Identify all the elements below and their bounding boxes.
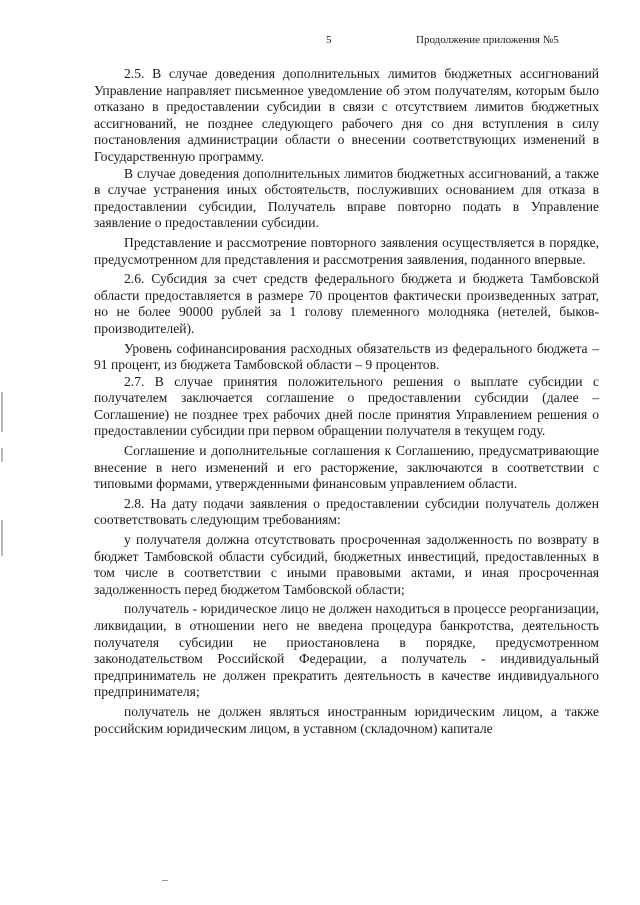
paragraph-repeat-application: Представление и рассмотрение повторного заявления осуществляется в порядке, предусмотренном для представления и рассмотрения заявления, поданного впервые. [94, 234, 599, 267]
requirement-not-foreign: получатель не должен являться иностранным юридическим лицом, а также российским юридическим лицом, в уставном (складочном) капитале [94, 703, 599, 736]
paragraph-2-6: 2.6. Субсидия за счет средств федерального бюджета и бюджета Тамбовской области предоставляется в размере 70 процентов фактически произведенных затрат, но не более 90000 рублей за 1 голову племенного молодняка (нетелей, быков-производителей). [94, 271, 599, 336]
appendix-continuation-label: Продолжение приложения №5 [416, 34, 559, 46]
page-number: 5 [326, 34, 332, 46]
paragraph-agreement-forms: Соглашение и дополнительные соглашения к Соглашению, предусматривающие внесение в него изменений и его расторжение, заключаются в соответствии с типовыми формами, утвержденными финансовым управлением области. [94, 443, 599, 492]
scan-speck [162, 880, 168, 881]
paragraph-2-5: 2.5. В случае доведения дополнительных лимитов бюджетных ассигнований Управление направляет письменное уведомление об этом получателям, которым было отказано в предоставлении субсидии в связи с отсутствием лимитов бюджетных ассигнований, не позднее следующего рабочего дня со дня вступления в силу постановления администрации области о внесении соответствующих изменений в Государственную программу. [94, 66, 599, 164]
margin-scan-mark [1, 392, 3, 432]
document-body [94, 66, 599, 737]
paragraph-cofinancing: Уровень софинансирования расходных обязательств из федерального бюджета – 91 процент, из бюджета Тамбовской области – 9 процентов. [94, 340, 599, 373]
requirement-not-reorganizing: получатель - юридическое лицо не должен находиться в процессе реорганизации, ликвидации, в отношении него не введена процедура банкротства, деятельность получателя субсидии не приостановлена в порядке, предусмотренном законодательством Российской Федерации, а получатель - индивидуальный предприниматель не должен прекратить деятельность в качестве индивидуального предпринимателя; [94, 601, 599, 700]
paragraph-2-7: 2.7. В случае принятия положительного решения о выплате субсидии с получателем заключается соглашение о предоставлении субсидии (далее – Соглашение) не позднее трех рабочих дней после принятия Управлением решения о предоставлении субсидии при первом обращении получателя в текущем году. [94, 373, 599, 439]
paragraph-additional-limits: В случае доведения дополнительных лимитов бюджетных ассигнований, а также в случае устранения иных обстоятельств, послуживших основанием для отказа в предоставлении субсидии, Получатель вправе повторно подать в Управление заявление о предоставлении субсидии. [94, 165, 599, 231]
margin-scan-mark [1, 520, 3, 556]
margin-scan-mark [1, 448, 3, 462]
paragraph-2-8: 2.8. На дату подачи заявления о предоставлении субсидии получатель должен соответствовать следующим требованиям: [94, 495, 599, 528]
requirement-no-debt: у получателя должна отсутствовать просроченная задолженность по возврату в бюджет Тамбовской области субсидий, бюджетных инвестиций, предоставленных в том числе в соответствии с иными правовыми актами, и иная просроченная задолженность перед бюджетом Тамбовской области; [94, 532, 599, 597]
